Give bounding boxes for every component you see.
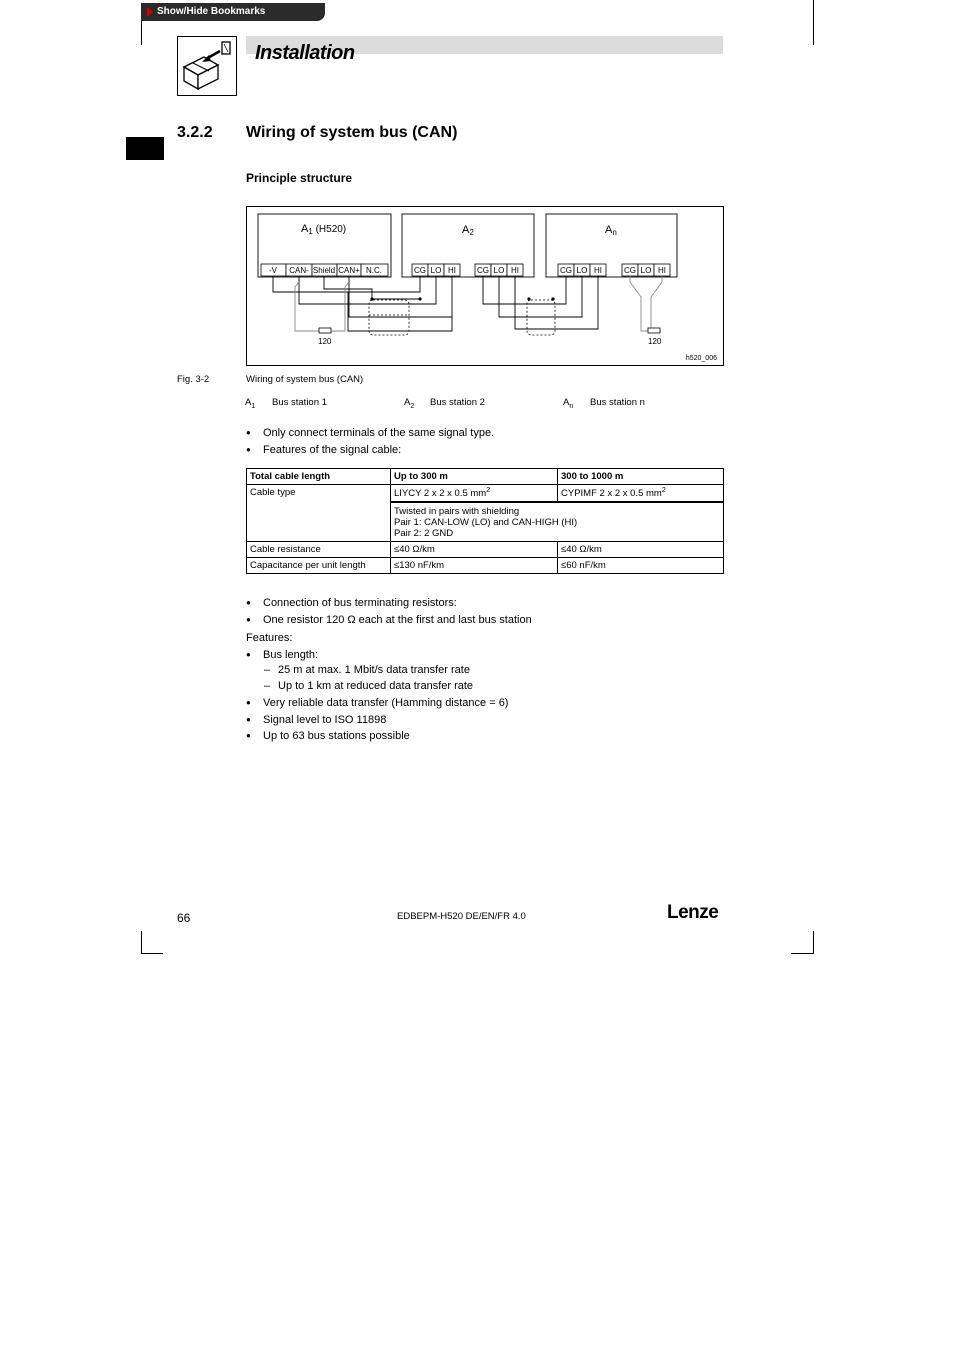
terminal-label: LO (493, 266, 505, 275)
figure-label: Fig. 3-2 (177, 374, 210, 385)
terminal-label: HI (658, 266, 666, 275)
triangle-right-icon (147, 7, 153, 17)
table-cell: ≤130 nF/km (391, 558, 558, 574)
chapter-marker-tab (126, 137, 164, 160)
resistor-1 (319, 328, 331, 333)
table-header: Total cable length (247, 469, 391, 485)
diagram-code: h520_006 (685, 355, 717, 362)
resistor-n-label: 120 (648, 337, 662, 346)
terminal-group-a2-in (412, 264, 460, 276)
terminal-label: HI (594, 266, 602, 275)
legend-item: $A_1$ (245, 397, 256, 410)
table-cell: Capacitance per unit length (247, 558, 391, 574)
table-row (247, 485, 724, 503)
legend-item: $A_n$ (563, 397, 574, 410)
terminal-group-an-out (622, 264, 670, 276)
table-row (247, 542, 724, 558)
table-row (247, 469, 724, 485)
table-cell: Twisted in pairs with shielding Pair 1: CAN-LOW (LO) and CAN-HIGH (HI) Pair 2: 2 GND (391, 502, 724, 542)
dash-list (246, 663, 726, 694)
terminal-label: LO (576, 266, 588, 275)
list-item: ● Connection of bus terminating resistors: (246, 595, 726, 612)
terminal-label: -V (269, 266, 277, 275)
station-a1-label: A1 (H520) (301, 223, 347, 236)
list-item: ● Only connect terminals of the same signal type. (246, 425, 726, 442)
list-item: ● Very reliable data transfer (Hamming distance = 6) (246, 695, 726, 712)
list-item: – 25 m at max. 1 Mbit/s data transfer rate (246, 663, 726, 679)
terminal-group-an-in (558, 264, 606, 276)
terminal-label: LO (430, 266, 442, 275)
resistor-1-label: 120 (318, 337, 332, 346)
station-an-label: An (605, 224, 617, 237)
list-item: – Up to 1 km at reduced data transfer rate (246, 679, 726, 695)
crop-mark (813, 0, 814, 45)
bullet-list (246, 425, 726, 458)
table-cell: ≤60 nF/km (558, 558, 724, 574)
table-cell: Cable resistance (247, 542, 391, 558)
list-item: ● Up to 63 bus stations possible (246, 728, 726, 745)
document-id: EDBEPM-H520 DE/EN/FR 4.0 (397, 911, 526, 922)
list-item: ● Signal level to ISO 11898 (246, 712, 726, 729)
table-row (247, 558, 724, 574)
terminal-label: N.C. (366, 266, 382, 275)
bullet-list (246, 595, 726, 628)
station-a2-label: A2 (462, 224, 474, 237)
figure-caption: Wiring of system bus (CAN) (246, 374, 364, 385)
terminal-label: CAN- (289, 266, 309, 275)
terminal-label: CAN+ (338, 266, 360, 275)
terminating-wiring (295, 276, 662, 331)
legend-text: Bus station 1 (272, 397, 327, 408)
legend-text: Bus station 2 (430, 397, 485, 408)
bullet-list (246, 695, 726, 745)
page-header-title: Installation (255, 42, 355, 64)
section-title: Wiring of system bus (CAN) (246, 124, 458, 141)
features-label: Features: (246, 632, 293, 644)
can-wiring-diagram (246, 206, 724, 366)
page-number: 66 (177, 911, 191, 925)
table-cell: ≤40 Ω/km (391, 542, 558, 558)
terminal-label: CG (624, 266, 636, 275)
cable-shield (369, 300, 555, 335)
crop-mark (791, 953, 813, 954)
terminal-label: CG (414, 266, 426, 275)
cable-spec-table (246, 468, 724, 574)
installation-box-icon (177, 36, 237, 96)
crop-mark (813, 931, 814, 954)
legend-text: Bus station n (590, 397, 645, 408)
table-cell: CYPIMF 2 x 2 x 0.5 $mm^2$ (558, 485, 724, 503)
table-cell: LIYCY 2 x 2 x 0.5 $mm^2$ (391, 485, 558, 503)
subheading: Principle structure (246, 171, 353, 185)
crop-mark (141, 21, 142, 45)
terminal-label: CG (477, 266, 489, 275)
show-hide-bookmarks-label: Show/Hide Bookmarks (157, 6, 266, 17)
show-hide-bookmarks-button[interactable] (141, 3, 325, 21)
terminal-label: HI (511, 266, 519, 275)
crop-mark (141, 953, 163, 954)
crop-mark (141, 931, 142, 954)
resistor-n (648, 328, 660, 333)
table-header: Up to 300 m (391, 469, 558, 485)
terminal-label: LO (640, 266, 652, 275)
legend-item: $A_2$ (404, 397, 415, 410)
section-number: 3.2.2 (177, 124, 213, 141)
list-item: ● Bus length: (246, 647, 726, 664)
list-item: ● One resistor 120 Ω each at the first and last bus station (246, 612, 726, 629)
table-header: 300 to 1000 m (558, 469, 724, 485)
table-cell: Cable type (247, 485, 391, 542)
terminal-label: Shield (312, 266, 336, 275)
terminal-label: HI (448, 266, 456, 275)
lenze-logo: Lenze (667, 902, 719, 923)
table-cell: ≤40 Ω/km (558, 542, 724, 558)
terminal-group-a2-out (475, 264, 523, 276)
terminal-label: CG (560, 266, 572, 275)
list-item: ● Features of the signal cable: (246, 442, 726, 459)
bus-wiring (273, 276, 598, 331)
terminal-strip-a1 (261, 264, 388, 276)
bullet-list (246, 647, 726, 664)
